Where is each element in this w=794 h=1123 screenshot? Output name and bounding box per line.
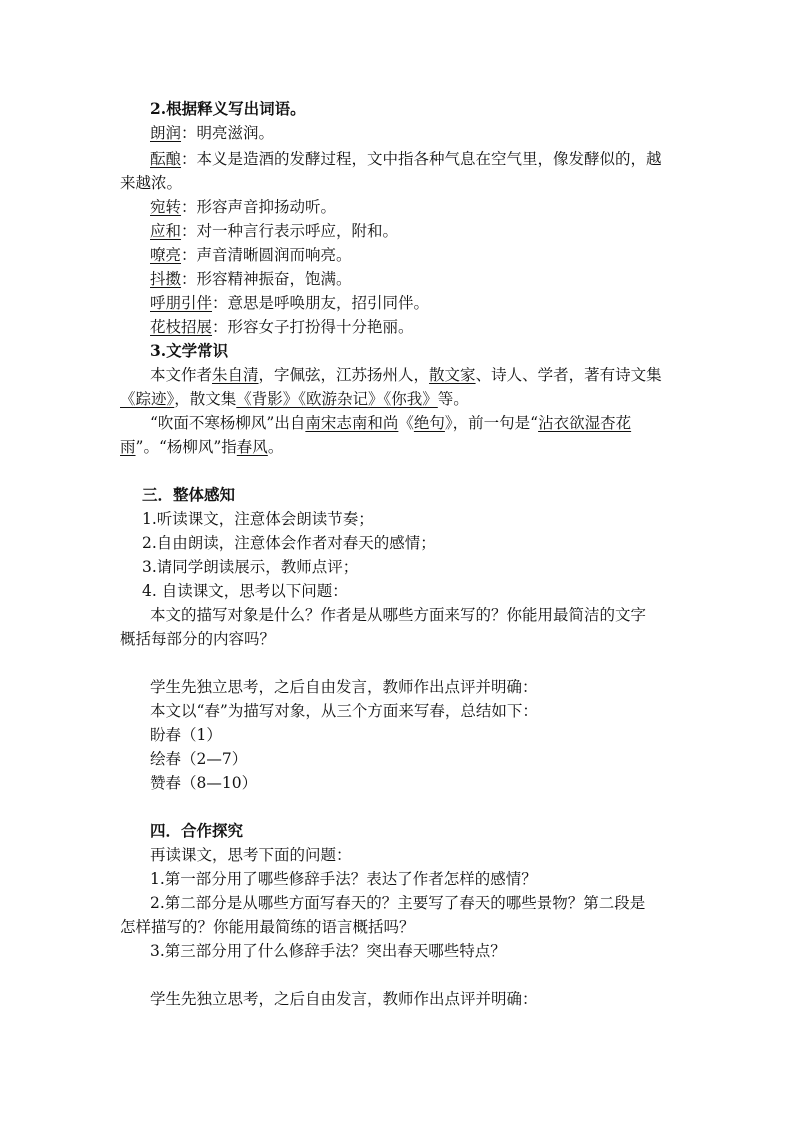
definition: 对一种言行表示呼应，附和。 [196, 222, 399, 240]
definition-line: 宛转：形容声音抑扬动听。 [150, 198, 337, 216]
list-item: 1.听读课文，注意体会朗读节奏； [142, 510, 374, 528]
term: 花枝招展 [150, 318, 213, 336]
answer-intro: 学生先独立思考，之后自由发言，教师作出点评并明确： [150, 990, 538, 1008]
definition: 意思是呼唤朋友，招引同伴。 [227, 294, 430, 312]
term: 酝酿 [150, 150, 182, 168]
term: 朗润 [150, 124, 182, 142]
term: 应和 [150, 222, 182, 240]
section-heading-3: 3.文学常识 [150, 341, 229, 360]
question-paragraph-cont: 概括每部分的内容吗？ [120, 630, 276, 648]
answer-intro: 学生先独立思考，之后自由发言，教师作出点评并明确： [150, 678, 538, 696]
part-item: 绘春（2—7） [150, 750, 248, 768]
definition-line: 应和：对一种言行表示呼应，附和。 [150, 222, 399, 240]
question-item: 3.第三部分用了什么修辞手法？突出春天哪些特点？ [150, 942, 506, 960]
definition-line: 抖擞：形容精神振奋，饱满。 [150, 270, 352, 288]
term: 抖擞 [150, 270, 182, 288]
part-item: 盼春（1） [150, 726, 222, 744]
definition: 本义是造酒的发酵过程，文中指各种气息在空气里，像发酵似的，越 [196, 150, 662, 168]
literature-paragraph-1-cont: 《踪迹》，散文集《背影》《欧游杂记》《你我》等。 [120, 390, 469, 408]
list-item: 4. 自读课文，思考以下问题： [142, 582, 348, 600]
section-heading-2: 2.根据释义写出词语。 [150, 99, 306, 118]
definition: 形容声音抑扬动听。 [196, 198, 337, 216]
definition-line: 嘹亮：声音清晰圆润而响亮。 [150, 246, 352, 264]
definition: 声音清晰圆润而响亮。 [196, 246, 352, 264]
literature-paragraph-2-cont: 雨”。“杨柳风”指春风。 [120, 438, 284, 456]
answer-text: 本文以“春”为描写对象，从三个方面来写春，总结如下： [150, 702, 538, 720]
definition-line: 酝酿：本义是造酒的发酵过程，文中指各种气息在空气里，像发酵似的，越 [150, 150, 662, 168]
definition-continuation: 来越浓。 [120, 174, 183, 192]
definition: 形容精神振奋，饱满。 [196, 270, 352, 288]
question-item: 1.第一部分用了哪些修辞手法？表达了作者怎样的感情？ [150, 870, 537, 888]
list-item: 2.自由朗读，注意体会作者对春天的感情； [142, 534, 436, 552]
section-heading-four: 四．合作探究 [150, 821, 244, 840]
intro-text: 再读课文，思考下面的问题： [150, 846, 352, 864]
literature-paragraph-2: “吹面不寒杨柳风”出自南宋志南和尚《绝句》，前一句是“沾衣欲湿杏花 [150, 414, 632, 432]
definition-line: 呼朋引伴：意思是呼唤朋友，招引同伴。 [150, 294, 430, 312]
definition: 明亮滋润。 [196, 124, 275, 142]
question-paragraph: 本文的描写对象是什么？作者是从哪些方面来写的？你能用最简洁的文字 [150, 606, 647, 624]
section-heading-three: 三．整体感知 [142, 485, 236, 504]
question-item-cont: 怎样描写的？你能用最简练的语言概括吗？ [120, 918, 415, 936]
definition-line: 朗润：明亮滋润。 [150, 124, 275, 142]
definition: 形容女子打扮得十分艳丽。 [227, 318, 414, 336]
list-item: 3.请同学朗读展示，教师点评； [142, 558, 359, 576]
term: 嘹亮 [150, 246, 182, 264]
author-name: 朱自清 [212, 366, 259, 384]
definition-line: 花枝招展：形容女子打扮得十分艳丽。 [150, 318, 414, 336]
term: 呼朋引伴 [150, 294, 213, 312]
question-item: 2.第二部分是从哪些方面写春天的？主要写了春天的哪些景物？第二段是 [150, 894, 646, 912]
literature-paragraph-1: 本文作者朱自清，字佩弦，江苏扬州人，散文家、诗人、学者，著有诗文集 [150, 366, 662, 384]
part-item: 赞春（8—10） [150, 774, 258, 792]
term: 宛转 [150, 198, 182, 216]
